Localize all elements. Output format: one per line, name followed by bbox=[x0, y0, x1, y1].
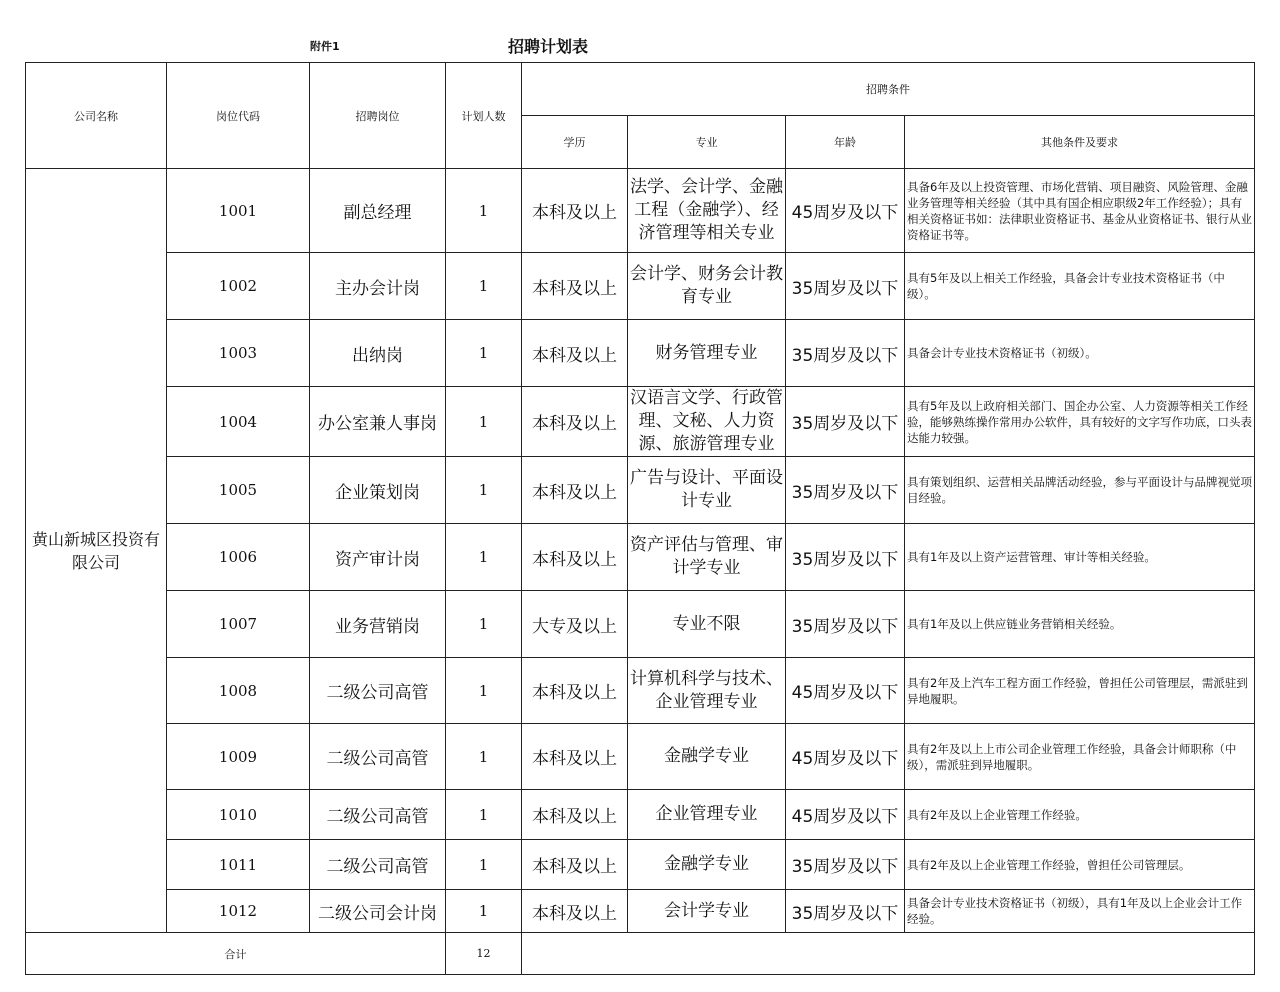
planned-count: 1 bbox=[446, 169, 522, 253]
header-age: 年龄 bbox=[786, 116, 905, 169]
total-row bbox=[26, 933, 1255, 975]
position-title: 业务营销岗 bbox=[310, 591, 446, 658]
age-requirement: 45周岁及以下 bbox=[786, 658, 905, 724]
other-requirements: 具有策划组织、运营相关品牌活动经验，参与平面设计与品牌视觉项目经验。 bbox=[905, 457, 1255, 524]
education-requirement: 本科及以上 bbox=[522, 524, 628, 591]
position-title: 二级公司高管 bbox=[310, 790, 446, 840]
other-requirements: 具备会计专业技术资格证书（初级）。 bbox=[905, 320, 1255, 387]
total-blank bbox=[522, 933, 1255, 975]
header-position: 招聘岗位 bbox=[310, 63, 446, 169]
table-row bbox=[26, 457, 1255, 524]
position-title: 资产审计岗 bbox=[310, 524, 446, 591]
position-title: 出纳岗 bbox=[310, 320, 446, 387]
education-requirement: 本科及以上 bbox=[522, 387, 628, 457]
education-requirement: 大专及以上 bbox=[522, 591, 628, 658]
age-requirement: 45周岁及以下 bbox=[786, 724, 905, 790]
position-code: 1010 bbox=[167, 790, 310, 840]
planned-count: 1 bbox=[446, 790, 522, 840]
table-row bbox=[26, 320, 1255, 387]
other-requirements: 具有2年及以上上市公司企业管理工作经验，具备会计师职称（中级），需派驻到异地履职。 bbox=[905, 724, 1255, 790]
education-requirement: 本科及以上 bbox=[522, 890, 628, 933]
position-title: 办公室兼人事岗 bbox=[310, 387, 446, 457]
header-education: 学历 bbox=[522, 116, 628, 169]
other-requirements: 具备6年及以上投资管理、市场化营销、项目融资、风险管理、金融业务管理等相关经验（其中具有国企相应职级2年工作经验）；具有相关资格证书如：法律职业资格证书、基金从业资格证书、银行从业资格证书等。 bbox=[905, 169, 1255, 253]
header-count: 计划人数 bbox=[446, 63, 522, 169]
position-code: 1012 bbox=[167, 890, 310, 933]
position-title: 二级公司高管 bbox=[310, 840, 446, 890]
age-requirement: 35周岁及以下 bbox=[786, 524, 905, 591]
position-code: 1003 bbox=[167, 320, 310, 387]
table-row bbox=[26, 840, 1255, 890]
total-value: 12 bbox=[446, 933, 522, 975]
major-requirement: 金融学专业 bbox=[628, 724, 786, 790]
major-requirement: 会计学、财务会计教育专业 bbox=[628, 253, 786, 320]
position-code: 1001 bbox=[167, 169, 310, 253]
planned-count: 1 bbox=[446, 387, 522, 457]
major-requirement: 企业管理专业 bbox=[628, 790, 786, 840]
planned-count: 1 bbox=[446, 524, 522, 591]
table-row bbox=[26, 524, 1255, 591]
position-code: 1004 bbox=[167, 387, 310, 457]
header-code: 岗位代码 bbox=[167, 63, 310, 169]
major-requirement: 资产评估与管理、审计学专业 bbox=[628, 524, 786, 591]
header-conditions: 招聘条件 bbox=[522, 63, 1255, 116]
table-row bbox=[26, 790, 1255, 840]
recruitment-table bbox=[25, 62, 1255, 975]
major-requirement: 会计学专业 bbox=[628, 890, 786, 933]
age-requirement: 35周岁及以下 bbox=[786, 253, 905, 320]
major-requirement: 财务管理专业 bbox=[628, 320, 786, 387]
age-requirement: 35周岁及以下 bbox=[786, 387, 905, 457]
education-requirement: 本科及以上 bbox=[522, 457, 628, 524]
education-requirement: 本科及以上 bbox=[522, 320, 628, 387]
education-requirement: 本科及以上 bbox=[522, 253, 628, 320]
other-requirements: 具有5年及以上政府相关部门、国企办公室、人力资源等相关工作经验，能够熟练操作常用办公软件，具有较好的文字写作功底，口头表达能力较强。 bbox=[905, 387, 1255, 457]
position-title: 二级公司高管 bbox=[310, 658, 446, 724]
position-code: 1007 bbox=[167, 591, 310, 658]
planned-count: 1 bbox=[446, 320, 522, 387]
total-label: 合计 bbox=[26, 933, 446, 975]
education-requirement: 本科及以上 bbox=[522, 790, 628, 840]
header-company: 公司名称 bbox=[26, 63, 167, 169]
education-requirement: 本科及以上 bbox=[522, 169, 628, 253]
position-title: 企业策划岗 bbox=[310, 457, 446, 524]
position-code: 1011 bbox=[167, 840, 310, 890]
planned-count: 1 bbox=[446, 658, 522, 724]
education-requirement: 本科及以上 bbox=[522, 840, 628, 890]
age-requirement: 35周岁及以下 bbox=[786, 457, 905, 524]
table-row bbox=[26, 724, 1255, 790]
position-code: 1009 bbox=[167, 724, 310, 790]
major-requirement: 广告与设计、平面设计专业 bbox=[628, 457, 786, 524]
position-code: 1002 bbox=[167, 253, 310, 320]
other-requirements: 具有2年及上汽车工程方面工作经验，曾担任公司管理层，需派驻到异地履职。 bbox=[905, 658, 1255, 724]
table-row bbox=[26, 169, 1255, 253]
age-requirement: 45周岁及以下 bbox=[786, 169, 905, 253]
education-requirement: 本科及以上 bbox=[522, 724, 628, 790]
other-requirements: 具备会计专业技术资格证书（初级），具有1年及以上企业会计工作经验。 bbox=[905, 890, 1255, 933]
header-other: 其他条件及要求 bbox=[905, 116, 1255, 169]
page-title: 招聘计划表 bbox=[508, 37, 589, 56]
major-requirement: 法学、会计学、金融工程（金融学）、经济管理等相关专业 bbox=[628, 169, 786, 253]
planned-count: 1 bbox=[446, 253, 522, 320]
age-requirement: 35周岁及以下 bbox=[786, 320, 905, 387]
age-requirement: 35周岁及以下 bbox=[786, 840, 905, 890]
major-requirement: 计算机科学与技术、企业管理专业 bbox=[628, 658, 786, 724]
table-row bbox=[26, 890, 1255, 933]
position-code: 1006 bbox=[167, 524, 310, 591]
age-requirement: 35周岁及以下 bbox=[786, 591, 905, 658]
header-major: 专业 bbox=[628, 116, 786, 169]
age-requirement: 45周岁及以下 bbox=[786, 790, 905, 840]
position-code: 1008 bbox=[167, 658, 310, 724]
other-requirements: 具有2年及以上企业管理工作经验。 bbox=[905, 790, 1255, 840]
table-row bbox=[26, 658, 1255, 724]
other-requirements: 具有2年及以上企业管理工作经验，曾担任公司管理层。 bbox=[905, 840, 1255, 890]
planned-count: 1 bbox=[446, 457, 522, 524]
attachment-label: 附件1 bbox=[310, 40, 340, 53]
position-title: 副总经理 bbox=[310, 169, 446, 253]
table-row bbox=[26, 591, 1255, 658]
other-requirements: 具有5年及以上相关工作经验，具备会计专业技术资格证书（中级）。 bbox=[905, 253, 1255, 320]
position-code: 1005 bbox=[167, 457, 310, 524]
major-requirement: 汉语言文学、行政管理、文秘、人力资源、旅游管理专业 bbox=[628, 387, 786, 457]
position-title: 主办会计岗 bbox=[310, 253, 446, 320]
position-title: 二级公司会计岗 bbox=[310, 890, 446, 933]
planned-count: 1 bbox=[446, 724, 522, 790]
planned-count: 1 bbox=[446, 890, 522, 933]
major-requirement: 专业不限 bbox=[628, 591, 786, 658]
age-requirement: 35周岁及以下 bbox=[786, 890, 905, 933]
company-name: 黄山新城区投资有限公司 bbox=[26, 169, 167, 933]
planned-count: 1 bbox=[446, 591, 522, 658]
education-requirement: 本科及以上 bbox=[522, 658, 628, 724]
position-title: 二级公司高管 bbox=[310, 724, 446, 790]
other-requirements: 具有1年及以上供应链业务营销相关经验。 bbox=[905, 591, 1255, 658]
planned-count: 1 bbox=[446, 840, 522, 890]
table-row bbox=[26, 387, 1255, 457]
other-requirements: 具有1年及以上资产运营管理、审计等相关经验。 bbox=[905, 524, 1255, 591]
table-row bbox=[26, 253, 1255, 320]
major-requirement: 金融学专业 bbox=[628, 840, 786, 890]
